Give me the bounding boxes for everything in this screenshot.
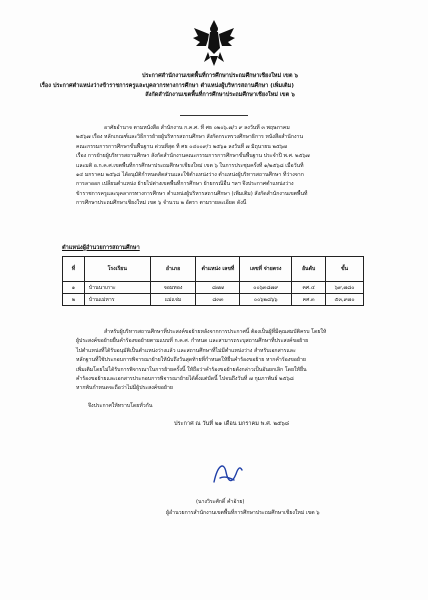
paragraph-line: ๒๕๖๗ เรื่อง หลักเกณฑ์และวิธีการย้ายผู้บริหารสถานศึกษา สังกัดกระทรวงศึกษาธิการ หนังสือสำนักงาน xyxy=(76,134,303,141)
table-cell: จอมทอง xyxy=(150,282,196,294)
table-cell: ๒ xyxy=(63,294,85,306)
announcement-subject: เรื่อง ประกาศตำแหน่งว่างข้าราชการครูและบุคลากรทางการศึกษา ตำแหน่งผู้บริหารสถานศึกษา (เพิ่มเติม) xyxy=(40,82,294,89)
announcement-title: ประกาศสำนักงานเขตพื้นที่การศึกษาประถมศึกษาเชียงใหม่ เขต ๖ xyxy=(141,73,298,79)
announcement-affiliation: สังกัดสำนักงานเขตพื้นที่การศึกษาประถมศึกษาเชียงใหม่ เขต ๖ xyxy=(145,92,295,99)
paragraph-line: ไปตำแหน่งที่ได้รับอนุมัติเป็นตำแหน่งว่างแล้ว และสถานศึกษาที่ไม่มีตำแหน่งว่าง สำหรับเอกสารและ xyxy=(76,347,296,354)
paragraph-line: เพิ่มเติมโดยไม่ได้รับการพิจารณาในการย้ายครั้งนี้ ให้ถือว่าคำร้องขอย้ายดังกล่าวเป็นอันยกเลิก โดยให้ยื่น xyxy=(76,366,307,373)
table-cell: คศ.๔ xyxy=(292,282,326,294)
table-cell: บ้านแม่หาร xyxy=(84,294,150,306)
paragraph-line: ผู้ประสงค์ขอย้ายยื่นคำร้องขอย้ายตามแบบที่ ก.ค.ศ. กำหนด และสามารถระบุสถานศึกษาที่ประสงค์ขอย้าย xyxy=(76,338,309,345)
section-label: ตำแหน่งผู้อำนวยการสถานศึกษา xyxy=(62,245,140,251)
table-cell: ๑ xyxy=(63,282,85,294)
vacancy-table xyxy=(62,256,364,306)
paragraph-line: อาศัยอำนาจ ตามหนังสือ สำนักงาน ก.ค.ศ. ที่ ศธ ๐๒๐๖.๗/ว ๙ ลงวันที่ ๓ พฤษภาคม xyxy=(104,125,290,131)
table-header-cell: โรงเรียน xyxy=(84,257,150,282)
table-header-cell: ขั้น xyxy=(326,257,364,282)
table-cell: ๘๗๗ xyxy=(196,282,240,294)
table-header-cell: ที่ xyxy=(63,257,85,282)
table-row xyxy=(63,282,364,294)
table-cell: คศ.๓ xyxy=(292,294,326,306)
table-cell: บ้านนาเกาะ xyxy=(84,282,150,294)
table-header-cell: ตำแหน่ง เลขที่ xyxy=(196,257,240,282)
table-cell: ๐๐๖๒๘๖๖ xyxy=(240,294,292,306)
header-divider xyxy=(180,115,248,116)
paragraph-line: ๑๔ มกราคม ๒๕๖๘ ได้อนุมัติกำหนดสัดส่วนและใช้ตำแหน่งว่าง ตำแหน่งผู้บริหารสถานศึกษา ที่ว่างจาก xyxy=(76,172,304,179)
table-row xyxy=(63,294,364,306)
paragraph-line: ข้าราชการครูและบุคลากรทางการศึกษา ตำแหน่งผู้บริหารสถานศึกษา (เพิ่มเติม) สังกัดสำนักงานเขตพื้นที่ xyxy=(76,190,308,197)
table-header-row xyxy=(63,257,364,282)
table-cell: แม่แจ่ม xyxy=(150,294,196,306)
body-paragraph-1 xyxy=(76,124,366,209)
announcement-header xyxy=(40,72,400,101)
table-cell: ๕๓,๙๗๐ xyxy=(326,294,364,306)
table-header-cell: อันดับ xyxy=(292,257,326,282)
body-paragraph-2 xyxy=(76,328,366,394)
table-header-cell: เลขที่ จ่ายตรง xyxy=(240,257,292,282)
closing-statement: จึงประกาศให้ทราบโดยทั่วกัน xyxy=(88,403,153,409)
signer-name: (นางวิระศักดิ์ คำอ้าย) xyxy=(196,499,245,505)
paragraph-line: การศึกษาประถมศึกษาเชียงใหม่ เขต ๖ จำนวน ๒ อัตรา ตามรายละเอียด ดังนี้ xyxy=(76,200,247,207)
table-cell: ๐๐๖๓๘๗๙ xyxy=(240,282,292,294)
signer-title: ผู้อำนวยการสำนักงานเขตพื้นที่การศึกษาประถมศึกษาเชียงใหม่ เขต ๖ xyxy=(166,510,320,516)
paragraph-line: เรื่อง การย้ายผู้บริหารสถานศึกษา สังกัดสำนักงานคณะกรรมการการศึกษาขั้นพื้นฐาน ประจำปี พ.ศ. ๒๕๖๗ xyxy=(76,153,310,160)
paragraph-line: และมติ อ.ก.ค.ศ.เขตพื้นที่การศึกษาประถมศึกษาเชียงใหม่ เขต ๖ ในการประชุมครั้งที่ ๑/๒๕๖๘ เมื่อวันที่ xyxy=(76,162,304,169)
table-cell: ๘๓๓ xyxy=(196,294,240,306)
paragraph-line: หากพ้นกำหนดจะถือว่าไม่มีผู้ประสงค์ขอย้าย xyxy=(76,385,173,392)
paragraph-line: คำร้องขอย้ายและเอกสารประกอบการพิจารณาย้ายได้ตั้งแต่บัดนี้ ไปจนถึงวันที่ ๗ กุมภาพันธ์ ๒๕๖๘ xyxy=(76,376,294,383)
table-cell: ๖๙,๗๘๐ xyxy=(326,282,364,294)
paragraph-line: หลักฐานที่ใช้ประกอบการพิจารณาย้ายให้นับถึงวันสุดท้ายที่กำหนดให้ยื่นคำร้องขอย้าย หากคำร้องขอย้าย xyxy=(76,357,306,364)
paragraph-line: คณะกรรมการการศึกษาขั้นพื้นฐาน ด่วนที่สุด ที่ ศธ ๐๔๐๐๙/ว ๒๕๖๑ ลงวันที่ ๗ มิถุนายน ๒๕๖๗ xyxy=(76,143,287,150)
table-header-cell: อำเภอ xyxy=(150,257,196,282)
paragraph-line: สำหรับผู้บริหารสถานศึกษาที่ประสงค์ขอย้ายหลังจากการประกาศนี้ ต้องเป็นผู้ที่มีคุณสมบัติครบ โดยให้ xyxy=(104,329,327,335)
announcement-date: ประกาศ ณ วันที่ ๒๑ เดือน มกราคม พ.ศ. ๒๕๖๘ xyxy=(174,421,290,427)
paragraph-line: การลาออก เปลี่ยนตำแหน่ง ย้ายไปต่างเขตพื้นที่การศึกษา ย้ายกรณีอื่น ฯลฯ จึงประกาศตำแหน่งว่าง xyxy=(76,181,294,188)
signature-scribble-icon xyxy=(210,460,244,488)
garuda-emblem-icon xyxy=(192,18,236,68)
